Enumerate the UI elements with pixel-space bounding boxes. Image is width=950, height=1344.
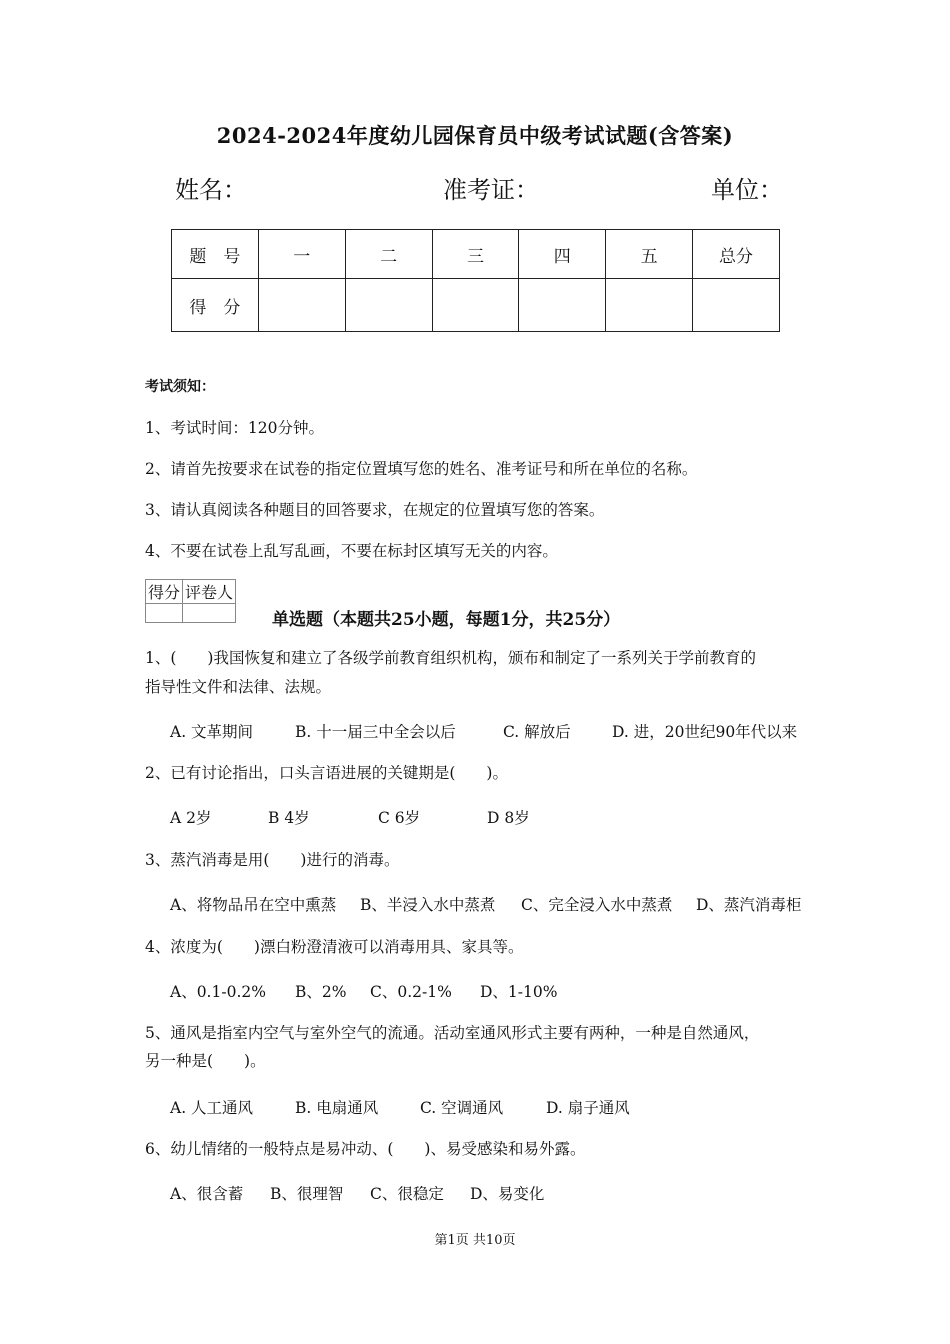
grader-box bbox=[145, 579, 236, 623]
unit-field-label: 单位： bbox=[711, 176, 783, 204]
option-a[interactable]: A. 文革期间 bbox=[170, 723, 254, 741]
notice-item: 4、不要在试卷上乱写乱画，不要在标封区填写无关的内容。 bbox=[145, 542, 558, 560]
score-table-header-row bbox=[172, 230, 780, 279]
score-cell[interactable] bbox=[606, 279, 693, 332]
question-text: 4、浓度为( )漂白粉澄清液可以消毒用具、家具等。 bbox=[145, 938, 524, 956]
option-c[interactable]: C、很稳定 bbox=[370, 1185, 444, 1203]
question-text-continued: 指导性文件和法律、法规。 bbox=[145, 678, 332, 696]
question-text-continued: 另一种是( )。 bbox=[145, 1052, 266, 1070]
score-header-cell: 二 bbox=[345, 230, 432, 279]
option-c[interactable]: C. 空调通风 bbox=[420, 1099, 504, 1117]
option-b[interactable]: B、半浸入水中蒸煮 bbox=[360, 896, 496, 914]
notice-item: 3、请认真阅读各种题目的回答要求，在规定的位置填写您的答案。 bbox=[145, 501, 605, 519]
score-table-score-row bbox=[172, 279, 780, 332]
option-c[interactable]: C、完全浸入水中蒸煮 bbox=[521, 896, 673, 914]
score-header-cell: 五 bbox=[606, 230, 693, 279]
score-cell[interactable] bbox=[345, 279, 432, 332]
question-text: 6、幼儿情绪的一般特点是易冲动、( )、易受感染和易外露。 bbox=[145, 1140, 586, 1158]
question-text: 2、已有讨论指出，口头言语进展的关键期是( )。 bbox=[145, 764, 508, 782]
option-d[interactable]: D、蒸汽消毒柜 bbox=[696, 896, 802, 914]
score-header-cell: 一 bbox=[258, 230, 345, 279]
option-b[interactable]: B、很理智 bbox=[270, 1185, 344, 1203]
notice-heading: 考试须知： bbox=[145, 379, 215, 395]
score-cell[interactable] bbox=[519, 279, 606, 332]
option-d[interactable]: D. 进，20世纪90年代以来 bbox=[612, 723, 798, 741]
option-a[interactable]: A. 人工通风 bbox=[170, 1099, 254, 1117]
option-d[interactable]: D 8岁 bbox=[487, 809, 530, 827]
option-a[interactable]: A 2岁 bbox=[170, 809, 212, 827]
score-cell[interactable] bbox=[693, 279, 780, 332]
option-c[interactable]: C、0.2-1% bbox=[370, 983, 452, 1001]
score-header-cell: 三 bbox=[432, 230, 519, 279]
option-b[interactable]: B. 电扇通风 bbox=[295, 1099, 379, 1117]
score-header-cell: 题 号 bbox=[172, 230, 259, 279]
option-d[interactable]: D、1-10% bbox=[480, 983, 558, 1001]
page-footer: 第1页 共10页 bbox=[434, 1233, 516, 1248]
option-d[interactable]: D. 扇子通风 bbox=[546, 1099, 630, 1117]
option-a[interactable]: A、很含蓄 bbox=[170, 1185, 244, 1203]
option-a[interactable]: A、将物品吊在空中熏蒸 bbox=[170, 896, 337, 914]
question-text: 3、蒸汽消毒是用( )进行的消毒。 bbox=[145, 851, 400, 869]
grader-score-cell[interactable] bbox=[146, 604, 183, 623]
option-b[interactable]: B 4岁 bbox=[268, 809, 310, 827]
notice-item: 1、考试时间：120分钟。 bbox=[145, 419, 324, 437]
grader-score-label: 得分 bbox=[146, 580, 183, 604]
document-title: 2024-2024年度幼儿园保育员中级考试试题(含答案) bbox=[216, 123, 734, 148]
question-text: 5、通风是指室内空气与室外空气的流通。活动室通风形式主要有两种，一种是自然通风， bbox=[145, 1024, 760, 1042]
name-field-label: 姓名： bbox=[175, 176, 247, 204]
option-b[interactable]: B. 十一届三中全会以后 bbox=[295, 723, 456, 741]
option-b[interactable]: B、2% bbox=[295, 983, 347, 1001]
score-row-label: 得 分 bbox=[172, 279, 259, 332]
section-title: 单选题（本题共25小题，每题1分，共25分） bbox=[272, 610, 621, 630]
score-cell[interactable] bbox=[432, 279, 519, 332]
option-d[interactable]: D、易变化 bbox=[470, 1185, 545, 1203]
question-text: 1、( )我国恢复和建立了各级学前教育组织机构，颁布和制定了一系列关于学前教育的 bbox=[145, 649, 756, 667]
option-c[interactable]: C 6岁 bbox=[378, 809, 421, 827]
option-c[interactable]: C. 解放后 bbox=[503, 723, 571, 741]
score-header-cell: 总分 bbox=[693, 230, 780, 279]
score-table bbox=[171, 229, 780, 332]
exam-id-field-label: 准考证： bbox=[443, 176, 539, 204]
grader-reviewer-cell[interactable] bbox=[183, 604, 236, 623]
grader-reviewer-label: 评卷人 bbox=[183, 580, 236, 604]
score-cell[interactable] bbox=[258, 279, 345, 332]
score-header-cell: 四 bbox=[519, 230, 606, 279]
option-a[interactable]: A、0.1-0.2% bbox=[170, 983, 266, 1001]
notice-item: 2、请首先按要求在试卷的指定位置填写您的姓名、准考证号和所在单位的名称。 bbox=[145, 460, 698, 478]
